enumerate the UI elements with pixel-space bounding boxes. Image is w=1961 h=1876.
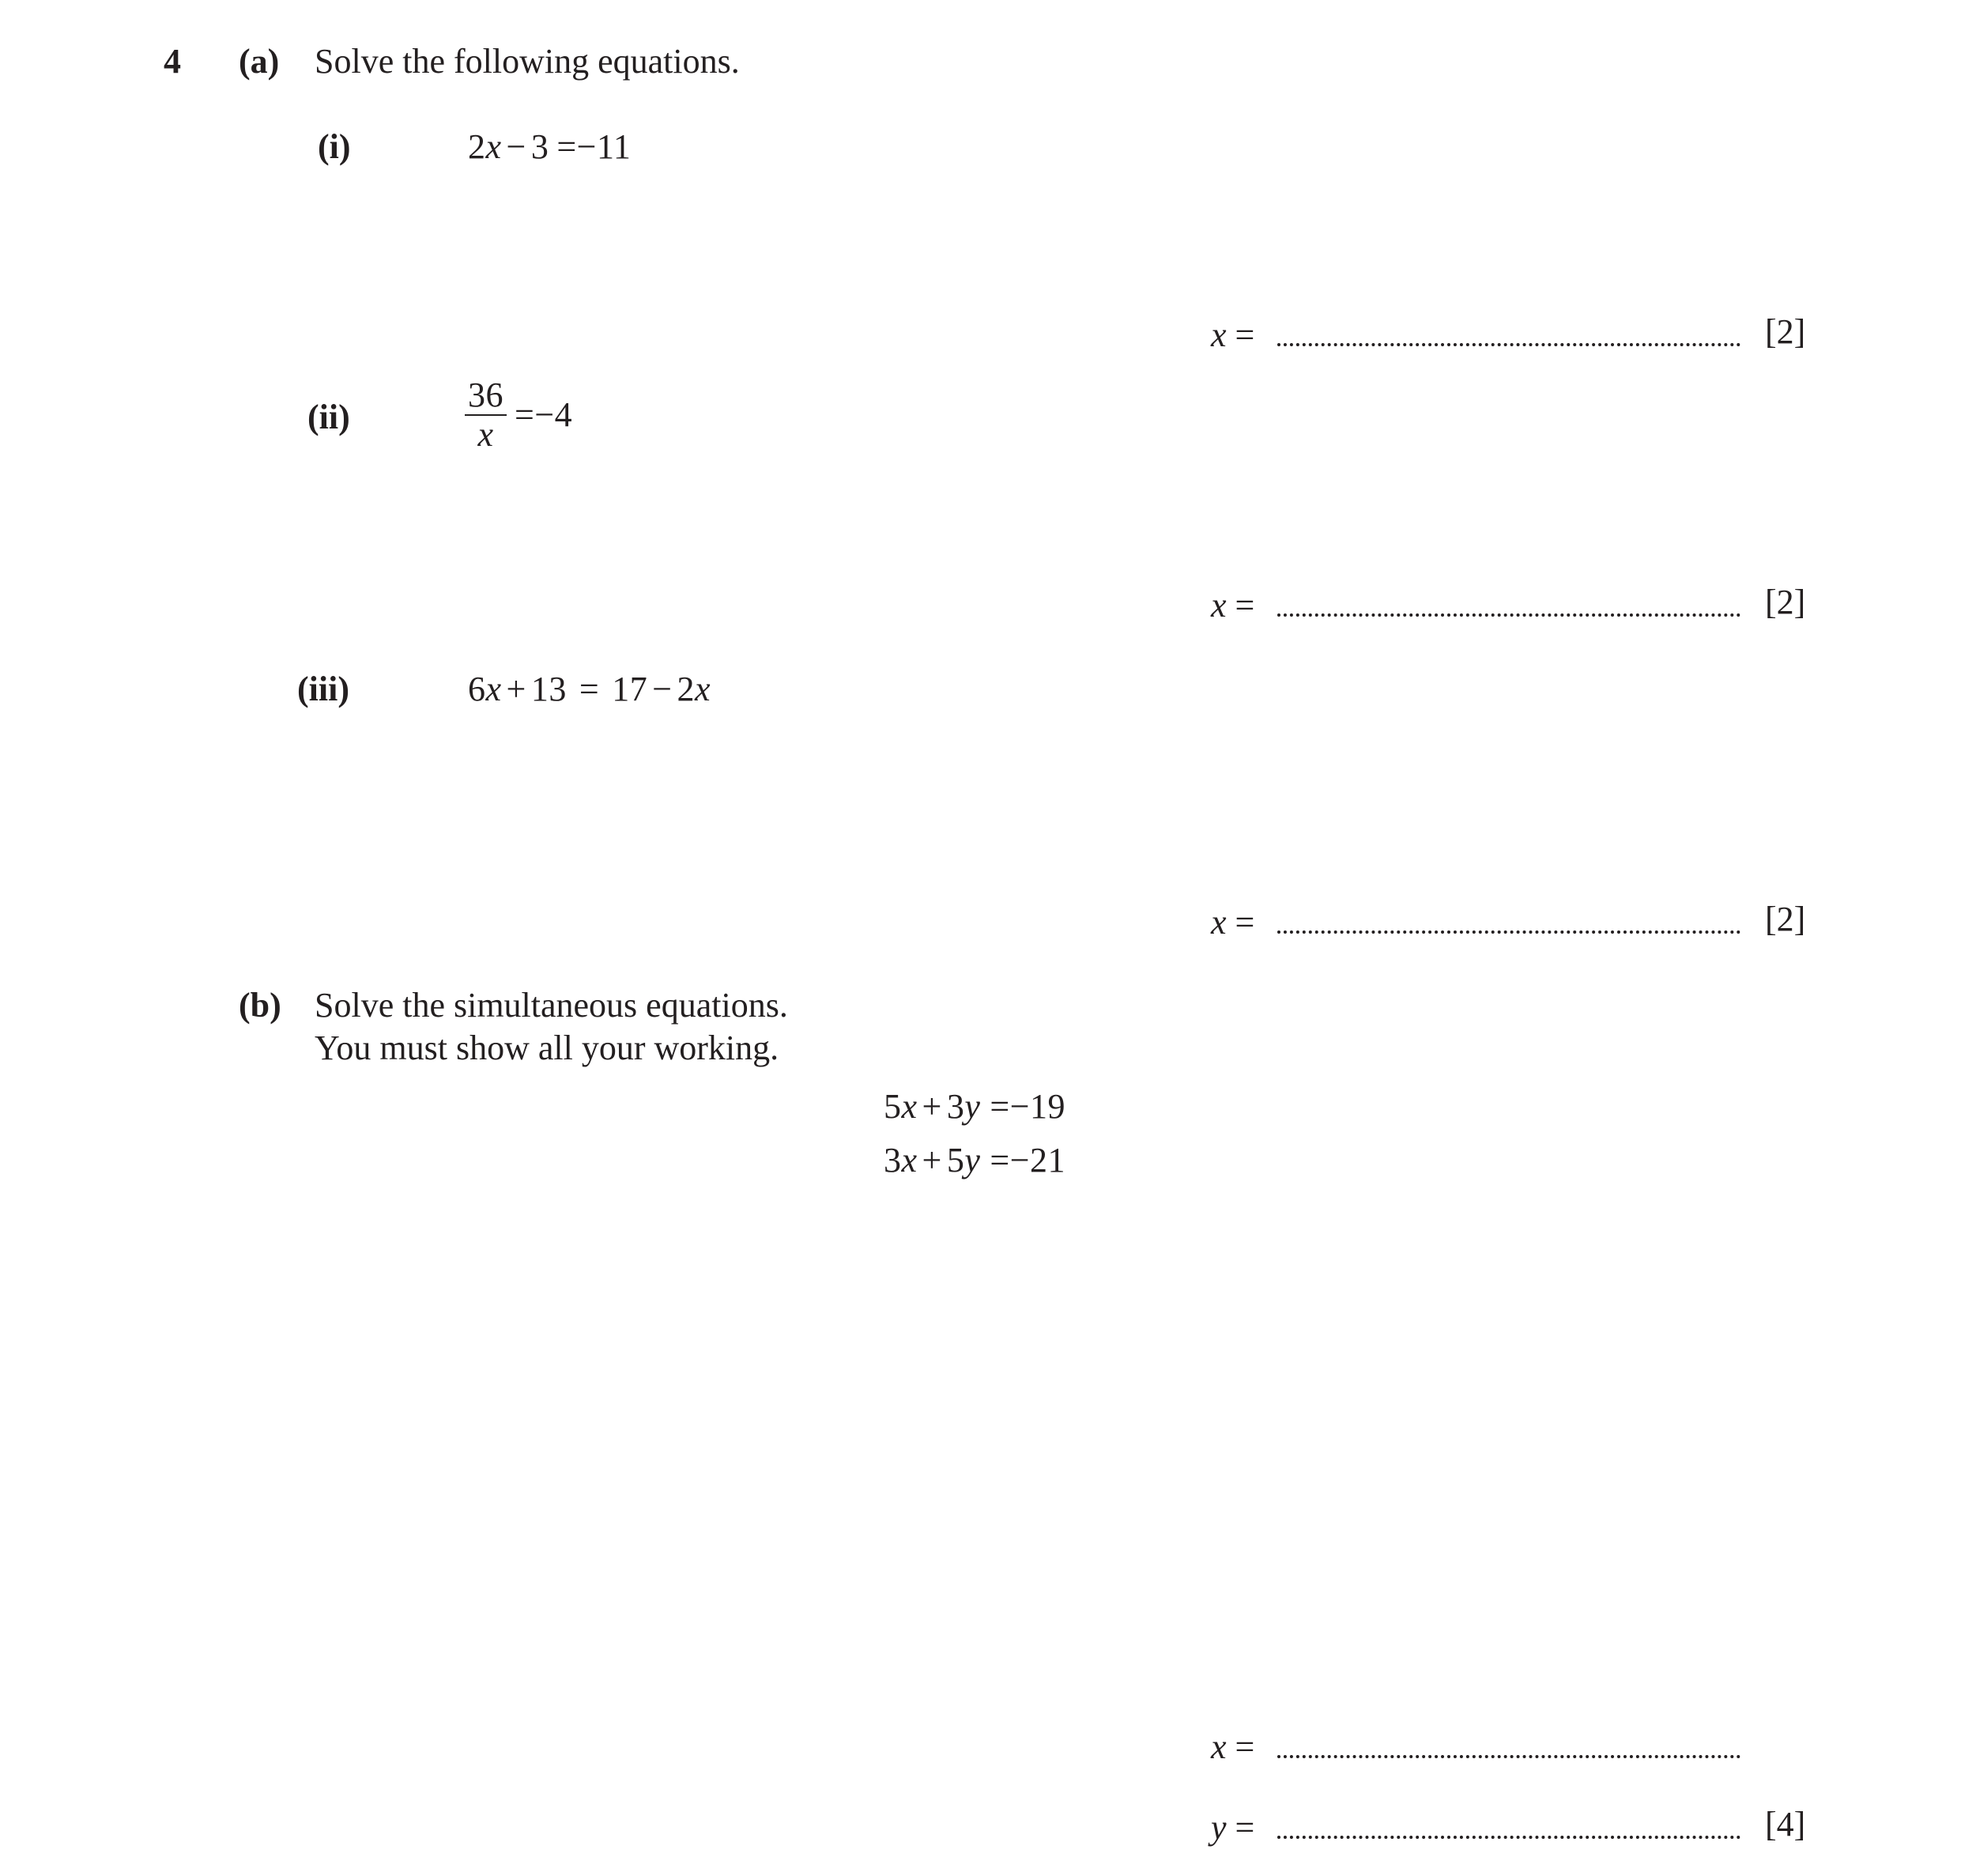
eq2-coef1: 3 [884, 1141, 902, 1180]
equation-i-op: − [506, 127, 526, 166]
answer-i-var: x [1211, 315, 1227, 354]
equation-iii [468, 672, 711, 707]
simultaneous-equation-2 [884, 1143, 1065, 1178]
fraction [465, 378, 507, 452]
eq1-rhs: =−19 [990, 1087, 1066, 1126]
eq2-op: + [922, 1141, 942, 1180]
answer-iii-var: x [1211, 903, 1227, 942]
answer-line-b-x [1211, 1727, 1740, 1767]
eq1-var2: y [964, 1087, 981, 1126]
fraction-numerator: 36 [465, 378, 507, 416]
equation-iii-coef1: 6 [468, 670, 486, 708]
answer-iii-field[interactable] [1277, 930, 1740, 934]
answer-iii-eq: = [1235, 903, 1255, 942]
eq2-coef2: 5 [946, 1141, 965, 1180]
subpart-i-label: (i) [318, 127, 351, 166]
part-a-instruction: Solve the following equations. [315, 42, 740, 81]
answer-line-b-y [1211, 1807, 1740, 1848]
answer-ii-eq: = [1235, 586, 1255, 625]
equation-iii-const1: 13 [530, 670, 567, 708]
equation-iii-coef2: 2 [677, 670, 696, 708]
eq2-rhs: =−21 [990, 1141, 1066, 1180]
part-b-instruction-1: Solve the simultaneous equations. [315, 986, 788, 1025]
answer-b-y-var: y [1211, 1808, 1227, 1847]
marks-b: [4] [1765, 1805, 1806, 1844]
equation-iii-var1: x [485, 670, 502, 708]
simultaneous-equation-1 [884, 1089, 1065, 1124]
answer-b-x-eq: = [1235, 1727, 1255, 1766]
subpart-ii-label: (ii) [307, 398, 350, 436]
equation-iii-const2: 17 [612, 670, 648, 708]
eq1-op: + [922, 1087, 942, 1126]
part-b-label: (b) [239, 986, 281, 1025]
equation-i-var: x [485, 127, 502, 166]
marks-ii: [2] [1765, 583, 1806, 621]
answer-b-y-eq: = [1235, 1808, 1255, 1847]
answer-b-x-field[interactable] [1277, 1755, 1740, 1758]
equation-i-const: 3 [530, 127, 549, 166]
answer-line-iii [1211, 902, 1740, 942]
fraction-denominator: x [477, 415, 494, 454]
equation-iii-op1: + [506, 670, 526, 708]
answer-b-x-var: x [1211, 1727, 1227, 1766]
eq2-var1: x [901, 1141, 918, 1180]
answer-ii-field[interactable] [1277, 613, 1740, 617]
equation-iii-var2: x [695, 670, 711, 708]
marks-iii: [2] [1765, 900, 1806, 938]
answer-b-y-field[interactable] [1277, 1836, 1740, 1839]
answer-line-ii [1211, 585, 1740, 625]
equation-i-rhs: =−11 [556, 127, 632, 166]
equation-i [468, 127, 632, 166]
marks-i: [2] [1765, 312, 1806, 351]
answer-ii-var: x [1211, 586, 1227, 625]
question-number: 4 [164, 42, 181, 81]
answer-i-field[interactable] [1277, 343, 1740, 346]
equation-ii [465, 378, 572, 452]
part-a-label: (a) [239, 42, 280, 81]
eq2-var2: y [964, 1141, 981, 1180]
answer-i-eq: = [1235, 315, 1255, 354]
part-b-instruction-2: You must show all your working. [315, 1029, 779, 1067]
answer-line-i [1211, 315, 1740, 355]
eq1-coef1: 5 [884, 1087, 902, 1126]
equation-iii-eq: = [579, 670, 600, 708]
equation-ii-rhs: =−4 [515, 395, 573, 434]
subpart-iii-label: (iii) [297, 670, 349, 708]
eq1-coef2: 3 [946, 1087, 965, 1126]
eq1-var1: x [901, 1087, 918, 1126]
equation-iii-op2: − [652, 670, 673, 708]
equation-i-coef: 2 [468, 127, 486, 166]
